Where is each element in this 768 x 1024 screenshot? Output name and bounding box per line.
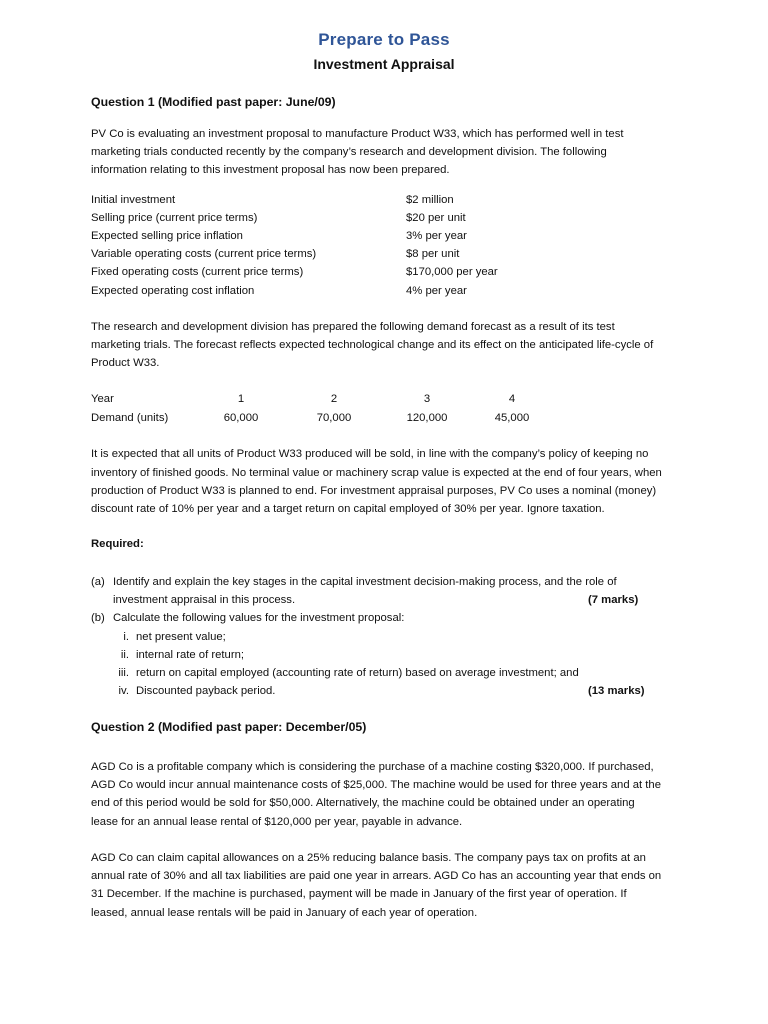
info-row (91, 282, 691, 300)
info-row (91, 245, 691, 263)
text-line: Product W33. (91, 357, 160, 369)
year-cell: 2 (330, 393, 338, 405)
text-line: AGD Co can claim capital allowances on a 25% reducing balance basis. The company pays tax on profits at an (91, 852, 646, 864)
text-line: AGD Co is a profitable company which is considering the purchase of a machine costing $320,000. If purchased, (91, 761, 654, 773)
text-line: information relating to this investment proposal has now been prepared. (91, 164, 450, 176)
text-line: AGD Co would incur annual maintenance costs of $25,000. The machine would be used for three years and at the (91, 779, 662, 791)
sub-item-number: iii. (118, 667, 129, 679)
sub-item-text: internal rate of return; (136, 649, 245, 661)
text-line: PV Co is evaluating an investment proposal to manufacture Product W33, which has performed well in test (91, 128, 624, 140)
sub-item-number: i. (123, 631, 129, 643)
year-cell: 1 (237, 393, 245, 405)
page-title: Prepare to Pass (318, 30, 450, 49)
info-row (91, 191, 691, 209)
info-label: Selling price (current price terms) (91, 212, 258, 224)
part-a-marks: (7 marks) (588, 594, 639, 606)
text-line: leased, annual lease rentals will be paid in January of each year of operation. (91, 907, 478, 919)
info-row (91, 263, 691, 281)
info-value: $8 per unit (406, 248, 460, 260)
demand-cell: 120,000 (406, 412, 448, 424)
info-value: $170,000 per year (406, 266, 498, 278)
text-line: production of Product W33 is planned to end. For investment appraisal purposes, PV Co uses a nominal (money) (91, 485, 657, 497)
table-row-demand (91, 409, 691, 427)
sub-item-text: return on capital employed (accounting rate of return) based on average investment; and (136, 667, 579, 679)
info-value: $20 per unit (406, 212, 466, 224)
part-b-marker: (b) (91, 612, 105, 624)
text-line: marketing trials conducted recently by the company’s research and development division. The following (91, 146, 607, 158)
demand-cell: 60,000 (223, 412, 259, 424)
year-label: Year (91, 393, 114, 405)
demand-cell: 45,000 (494, 412, 530, 424)
sub-item-number: ii. (120, 649, 129, 661)
text-line: inventory of finished goods. No terminal value or machinery scrap value is expected at the end of four years, when (91, 467, 662, 479)
question-1-heading: Question 1 (Modified past paper: June/09) (91, 95, 336, 109)
part-b-text: Calculate the following values for the investment proposal: (113, 612, 405, 624)
page-subtitle: Investment Appraisal (313, 56, 455, 72)
info-label: Fixed operating costs (current price terms) (91, 266, 304, 278)
info-label: Variable operating costs (current price terms) (91, 248, 317, 260)
text-line: discount rate of 10% per year and a target return on capital employed of 30% per year. Ignore taxation. (91, 503, 605, 515)
text-line: lease for an annual lease rental of $120,000 per year, payable in advance. (91, 816, 463, 828)
year-cell: 4 (508, 393, 516, 405)
question-2-heading: Question 2 (Modified past paper: December/05) (91, 720, 367, 734)
text-line: annual rate of 30% and all tax liabilities are paid one year in arrears. AGD Co has an accounting year that ends on (91, 870, 662, 882)
demand-cell: 70,000 (316, 412, 352, 424)
part-a-text: Identify and explain the key stages in the capital investment decision-making process, and the role of (113, 576, 617, 588)
part-a-marker: (a) (91, 576, 105, 588)
demand-label: Demand (units) (91, 412, 169, 424)
info-value: 3% per year (406, 230, 467, 242)
info-row (91, 227, 691, 245)
info-row (91, 209, 691, 227)
info-label: Expected operating cost inflation (91, 285, 255, 297)
info-label: Initial investment (91, 194, 176, 206)
text-line: marketing trials. The forecast reflects expected technological change and its effect on the anticipated life-cycle of (91, 339, 654, 351)
info-value: 4% per year (406, 285, 467, 297)
part-a-text: investment appraisal in this process. (113, 594, 296, 606)
text-line: It is expected that all units of Product W33 produced will be sold, in line with the company’s policy of keeping no (91, 448, 649, 460)
part-b-marks: (13 marks) (588, 685, 645, 697)
text-line: The research and development division has prepared the following demand forecast as a result of its test (91, 321, 615, 333)
sub-item-text: net present value; (136, 631, 226, 643)
year-cell: 3 (423, 393, 431, 405)
required-label: Required: (91, 538, 144, 550)
text-line: 31 December. If the machine is purchased, payment will be made in January of the first year of operation. If (91, 888, 627, 900)
text-line: end of this period would be sold for $50,000. Alternatively, the machine could be obtained under an operating (91, 797, 635, 809)
table-row-years (91, 390, 691, 408)
sub-item-text: Discounted payback period. (136, 685, 276, 697)
info-label: Expected selling price inflation (91, 230, 243, 242)
info-value: $2 million (406, 194, 454, 206)
sub-item-number: iv. (118, 685, 129, 697)
